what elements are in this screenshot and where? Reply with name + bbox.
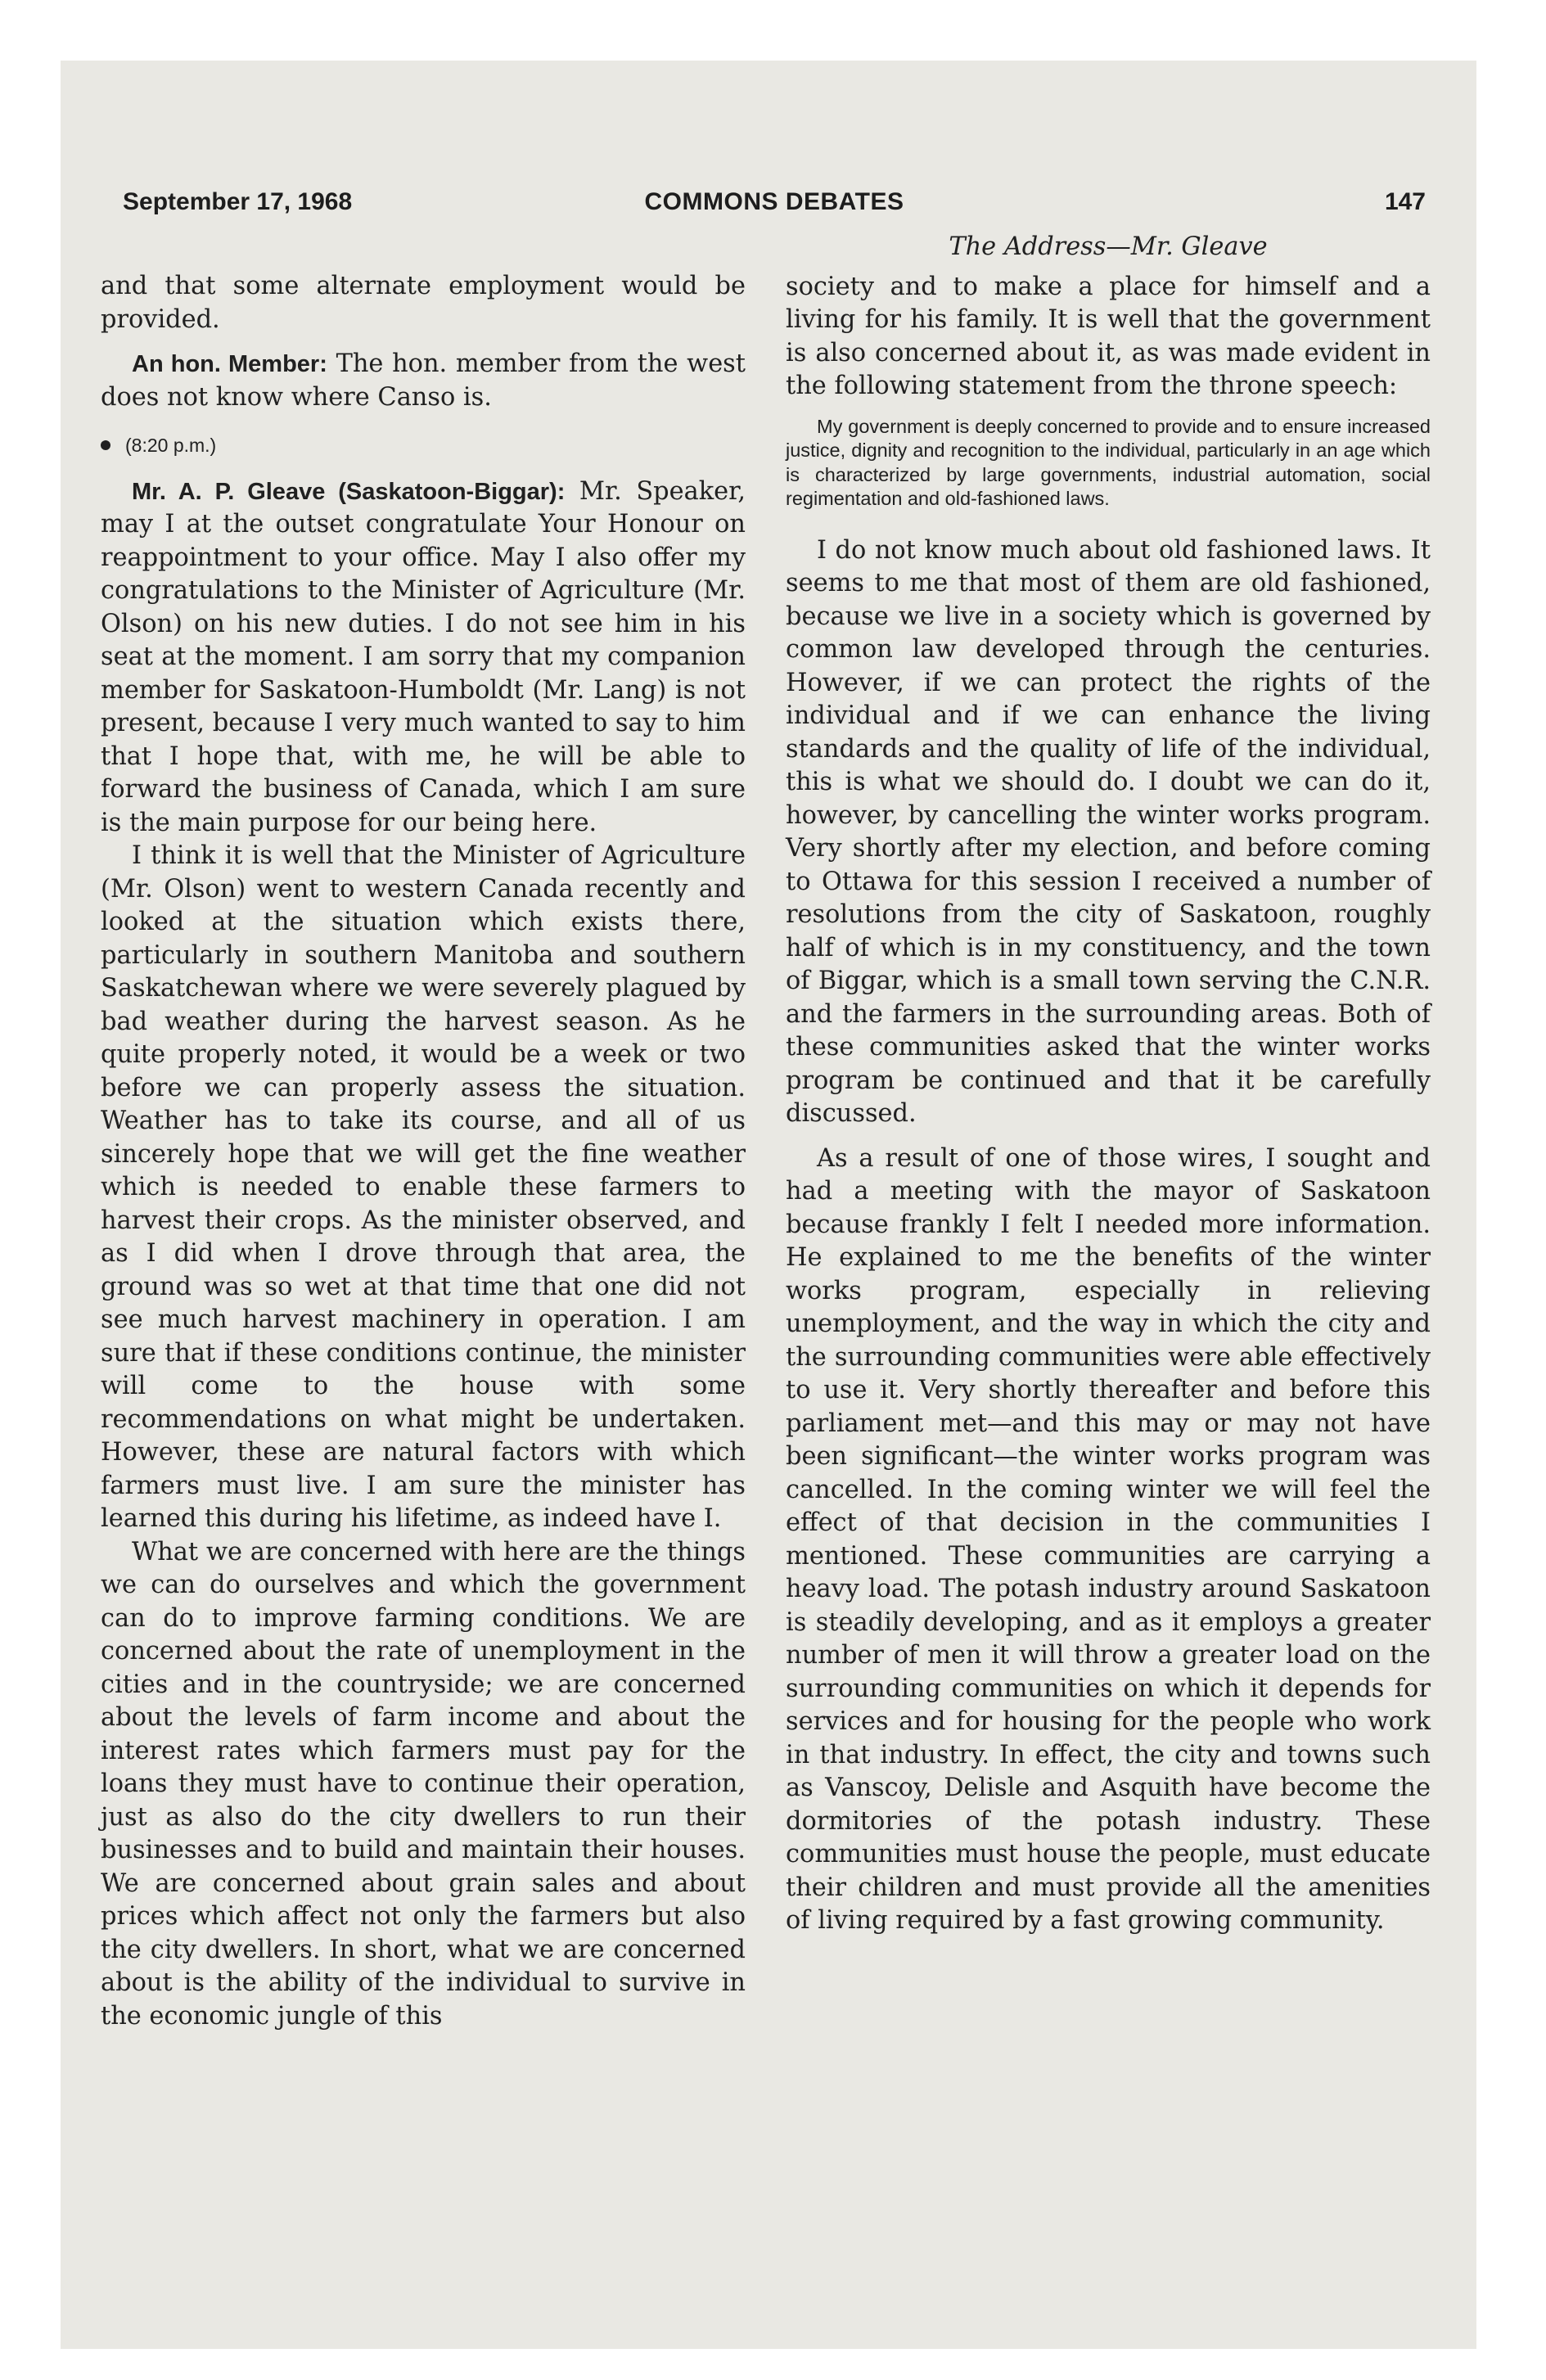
- speech-text: Mr. Speaker, may I at the outset congratulate Your Honour on reappointment to your office. May I also offer my congratulations to the Minister of Agriculture (Mr. Olson) on his new duties. I do not see him in his seat at the moment. I am sorry that my companion member for Saskatoon-Humboldt (Mr. Lang) is not present, because I very much wanted to say to him that I hope that, with me, he will be able to forward the business of Canada, which I am sure is the main purpose for our being here.: [101, 476, 746, 837]
- header-date: September 17, 1968: [123, 188, 353, 215]
- paragraph: I do not know much about old fashioned laws. It seems to me that most of them are old fashioned, because we live in a society which is governed by common law developed through the centuries. However, if we can protect the rights of the individual and if we can enhance the living standards and the quality of life of the individual, this is what we should do. I doubt we can do it, however, by cancelling the winter works program. Very shortly after my election, and before coming to Ottawa for this session I received a number of resolutions from the city of Saskatoon, roughly half of which is in my constituency, and the town of Biggar, which is a small town serving the C.N.R. and the farmers in the surrounding areas. Both of these communities asked that the winter works program be continued and that it be carefully discussed.: [786, 535, 1431, 1128]
- speaker-name: Mr. A. P. Gleave (Saskatoon-Biggar):: [132, 478, 566, 505]
- paragraph: [101, 476, 746, 841]
- speaker-name: An hon. Member:: [132, 351, 327, 377]
- paragraph: What we are concerned with here are the things we can do ourselves and which the government can do to improve farming conditions. We are concerned about the rate of unemployment in the cities and in the countryside; we are concerned about the levels of farm income and about the interest rates which farmers must pay for the loans they must have to continue their operation, just as also do the city dwellers to run their businesses and to build and maintain their houses. We are concerned about grain sales and about prices which affect not only the farmers but also the city dwellers. In short, what we are concerned about is the ability of the individual to survive in the economic jungle of this: [101, 1537, 746, 2031]
- left-column: [101, 270, 746, 2033]
- paragraph: society and to make a place for himself and a living for his family. It is well that the government is also concerned about it, as was made evident in the following statement from the throne speech:: [786, 272, 1431, 400]
- page-number: 147: [1384, 188, 1426, 215]
- time-text: (8:20 p.m.): [125, 435, 217, 456]
- paragraph: I think it is well that the Minister of Agriculture (Mr. Olson) went to western Canada recently and looked at the situation which exists there, particularly in southern Manitoba and southern Saskatchewan where we were severely plagued by bad weather during the harvest season. As he quite properly noted, it would be a week or two before we can properly assess the situation. Weather has to take its course, and all of us sincerely hope that we will get the fine weather which is needed to enable these farmers to harvest their crops. As the minister observed, and as I did when I drove through that area, the ground was so wet at that time that one did not see much harvest machinery in operation. I am sure that if these conditions continue, the minister will come to the house with some recommendations on what might be undertaken. However, these are natural factors with which farmers must live. I am sure the minister has learned this during his lifetime, as indeed have I.: [101, 841, 746, 1533]
- paragraph: [101, 348, 746, 414]
- running-head: The Address—Mr. Gleave: [949, 232, 1268, 261]
- block-quote: My government is deeply concerned to provide and to ensure increased justice, dignity and recognition to the individual, particularly in an age which is characterized by large governments, industrial automation, social regimentation and old-fashioned laws.: [786, 415, 1431, 509]
- page-header: [123, 188, 1426, 224]
- time-stamp: [101, 429, 746, 462]
- header-title: COMMONS DEBATES: [644, 188, 904, 215]
- paragraph: As a result of one of those wires, I sought and had a meeting with the mayor of Saskatoon because frankly I felt I needed more information. He explained to me the benefits of the winter works program, especially in relieving unemployment, and the way in which the city and the surrounding communities were able effectively to use it. Very shortly thereafter and before this parliament met—and this may or may not have been significant—the winter works program was cancelled. In the coming winter we will feel the effect of that decision in the communities I mentioned. These communities are carrying a heavy load. The potash industry around Saskatoon is steadily developing, and as it employs a greater number of men it will throw a greater load on the surrounding communities on which it depends for services and for housing for the people who work in that industry. In effect, the city and towns such as Vanscoy, Delisle and Asquith have become the dormitories of the potash industry. These communities must house the people, must educate their children and must provide all the amenities of living required by a fast growing community.: [786, 1143, 1431, 1935]
- right-column: [786, 232, 1431, 1938]
- speech-text: The hon. member from the west does not know where Canso is.: [101, 349, 746, 412]
- paragraph: and that some alternate employment would be provided.: [101, 272, 746, 334]
- bullet-icon: [101, 440, 110, 450]
